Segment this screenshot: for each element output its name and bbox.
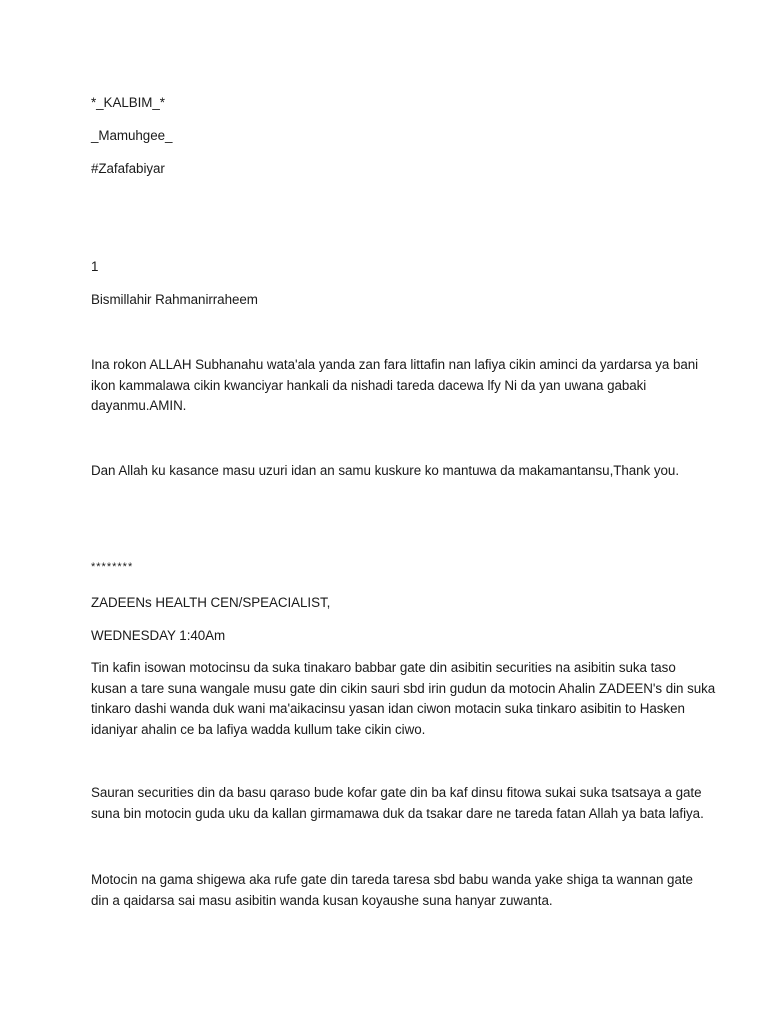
- dedication-line-1: Ina rokon ALLAH Subhanahu wata'ala yanda zan fara littafin nan lafiya cikin aminci da yardarsa ya bani: [91, 357, 699, 372]
- opening-line: Bismillahir Rahmanirraheem: [91, 292, 258, 307]
- paragraph-1-line-3: tinkaro dashi wanda duk wani ma'aikacinsu yasan idan ciwon motacin suka tinkaro asibitin to Hasken: [91, 701, 685, 716]
- scene-time: WEDNESDAY 1:40Am: [91, 628, 226, 643]
- paragraph-1-line-4: idaniyar ahalin ce ba lafiya wadda kullum take cikin ciwo.: [91, 721, 426, 737]
- author-name: _Mamuhgee_: [91, 128, 173, 143]
- dedication-line-2: ikon kammalawa cikin kwanciyar hankali da nishadi tareda dacewa lfy Ni da yan uwana gabaki: [91, 377, 647, 393]
- paragraph-1-line-2: kusan a tare suna wangale musu gate din cikin sauri sbd irin gudun da motocin Ahalin ZADEEN's din suka: [91, 680, 716, 696]
- document-title: *_KALBIM_*: [91, 95, 165, 110]
- thanks-line: Dan Allah ku kasance masu uzuri idan an samu kuskure ko mantuwa da makamantansu,Thank you.: [91, 463, 679, 478]
- chapter-number: 1: [91, 259, 99, 274]
- separator: ********: [91, 561, 134, 573]
- paragraph-3-line-2: din a qaidarsa sai masu asibitin wanda kusan koyaushe suna hanyar zuwanta.: [91, 892, 553, 908]
- hashtag: #Zafafabiyar: [91, 161, 165, 176]
- paragraph-2-line-1: Sauran securities din da basu qaraso bude kofar gate din ba kaf dinsu fitowa sukai suka tsatsaya a gate: [91, 785, 702, 800]
- paragraph-2-line-2: suna bin motocin guda uku da kallan girmamawa duk da tsakar dare ne tareda fatan Allah ya bata lafiya.: [91, 805, 704, 821]
- paragraph-1-line-1: Tin kafin isowan motocinsu da suka tinakaro babbar gate din asibitin securities na asibitin suka taso: [91, 660, 676, 675]
- dedication-line-3: dayanmu.AMIN.: [91, 398, 187, 413]
- paragraph-3-line-1: Motocin na gama shigewa aka rufe gate din tareda taresa sbd babu wanda yake shiga ta wannan gate: [91, 872, 693, 887]
- scene-location: ZADEENs HEALTH CEN/SPEACIALIST,: [91, 595, 331, 610]
